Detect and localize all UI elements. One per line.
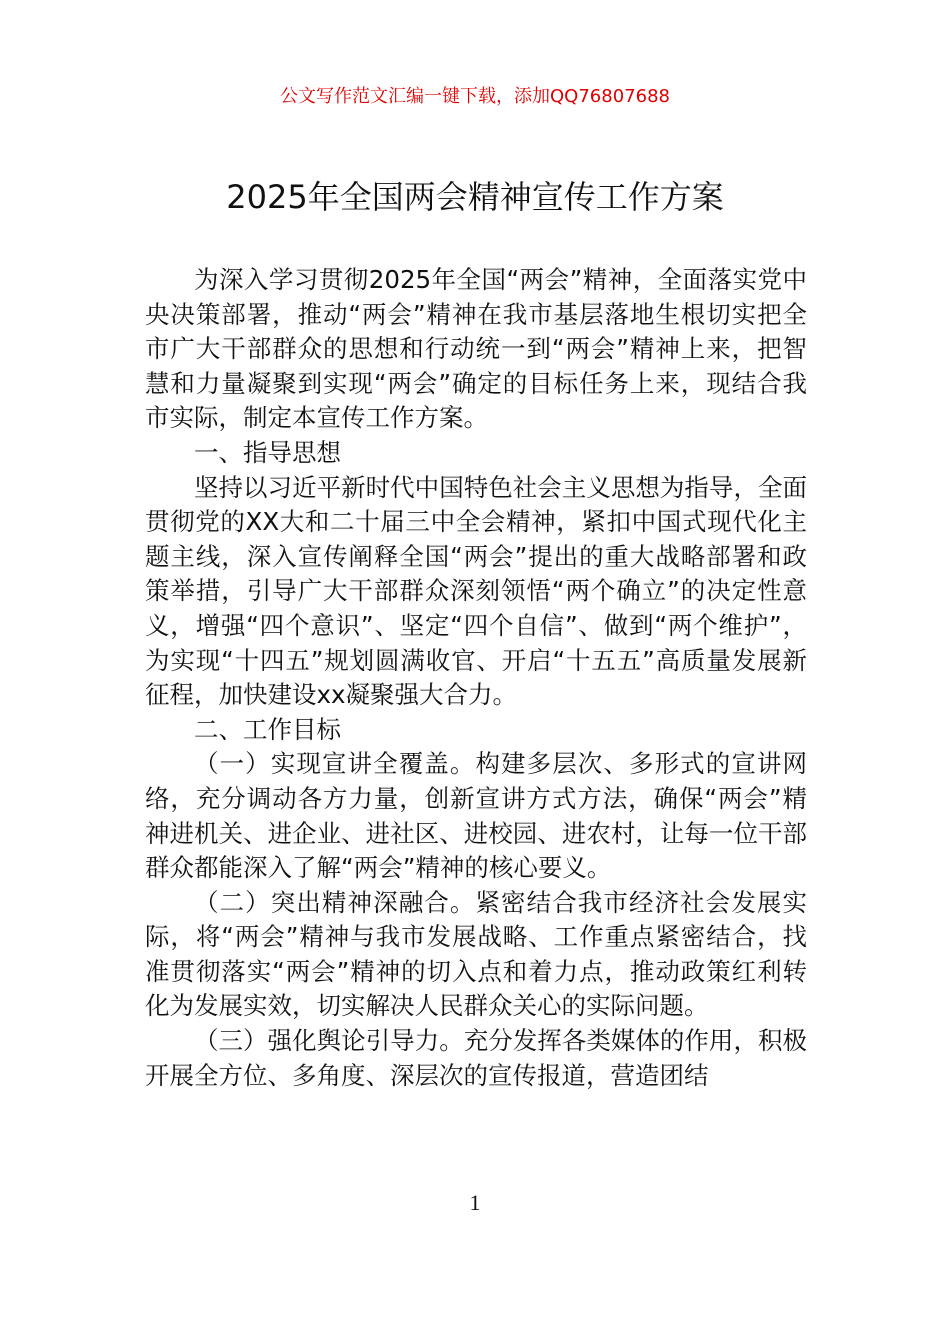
- goal-paragraph-1: （一）实现宣讲全覆盖。构建多层次、多形式的宣讲网络，充分调动各方力量，创新宣讲方式方法，确保“两会”精神进机关、进企业、进社区、进校园、进农村，让每一位干部群众都能深入了解“两会”精神的核心要义。: [145, 749, 807, 883]
- section-heading-work-goals: 二、工作目标: [194, 714, 341, 744]
- goal-paragraph-3: （三）强化舆论引导力。充分发挥各类媒体的作用，积极开展全方位、多角度、深层次的宣传报道，营造团结: [145, 1026, 807, 1090]
- section-heading-guiding-ideology: 一、指导思想: [194, 437, 341, 467]
- document-title: 2025年全国两会精神宣传工作方案: [226, 178, 724, 216]
- document-body: [145, 263, 807, 1093]
- guiding-ideology-paragraph: 坚持以习近平新时代中国特色社会主义思想为指导，全面贯彻党的XX大和二十届三中全会精神，紧扣中国式现代化主题主线，深入宣传阐释全国“两会”提出的重大战略部署和政策举措，引导广大干部群众深刻领悟“两个确立”的决定性意义，增强“四个意识”、坚定“四个自信”、做到“两个维护”，为实现“十四五”规划圆满收官、开启“十五五”高质量发展新征程，加快建设xx凝聚强大合力。: [145, 472, 807, 710]
- page-number: 1: [469, 1190, 481, 1215]
- goal-paragraph-2: （二）突出精神深融合。紧密结合我市经济社会发展实际，将“两会”精神与我市发展战略、工作重点紧密结合，找准贯彻落实“两会”精神的切入点和着力点，推动政策红利转化为发展实效，切实解决人民群众关心的实际问题。: [145, 887, 807, 1021]
- intro-paragraph: 为深入学习贯彻2025年全国“两会”精神，全面落实党中央决策部署，推动“两会”精神在我市基层落地生根切实把全市广大干部群众的思想和行动统一到“两会”精神上来，把智慧和力量凝聚到实现“两会”确定的目标任务上来，现结合我市实际，制定本宣传工作方案。: [145, 265, 807, 433]
- header-ad-text: 公文写作范文汇编一键下载，添加QQ76807688: [280, 86, 670, 107]
